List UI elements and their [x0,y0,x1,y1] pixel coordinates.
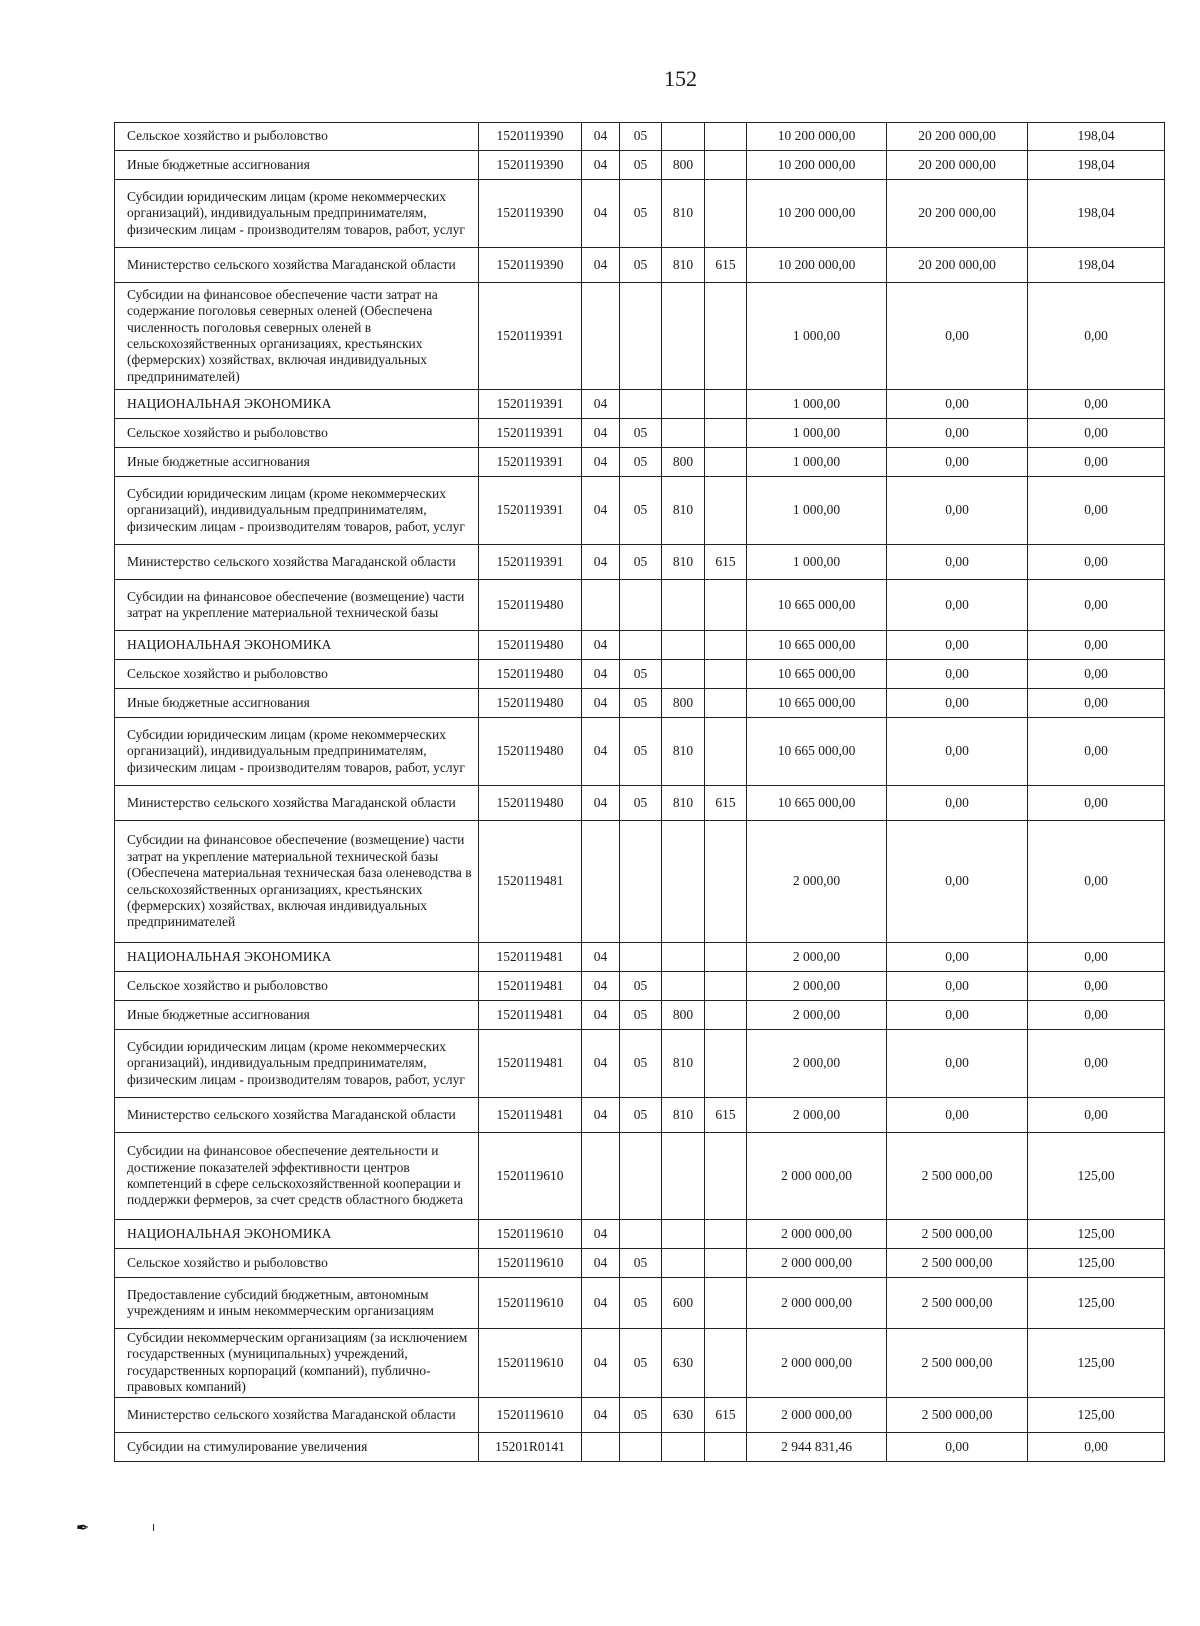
budget-table [114,122,1165,1462]
row-ministry-code [705,660,747,689]
row-subsection [620,1133,662,1220]
row-value-1: 2 000 000,00 [747,1133,887,1220]
row-subsection: 05 [620,1329,662,1398]
row-expense-type [662,1249,705,1278]
table-row [115,1001,1165,1030]
row-ministry-code: 615 [705,248,747,283]
row-code: 1520119391 [479,390,582,419]
row-value-2: 0,00 [887,821,1028,943]
row-section: 04 [582,1397,620,1432]
row-section [582,580,620,631]
table-row [115,1329,1165,1398]
row-expense-type: 630 [662,1397,705,1432]
row-value-2: 2 500 000,00 [887,1329,1028,1398]
row-value-1: 1 000,00 [747,390,887,419]
row-subsection: 05 [620,123,662,151]
row-section: 04 [582,1278,620,1329]
table-row [115,580,1165,631]
row-code: 1520119480 [479,660,582,689]
row-value-2: 20 200 000,00 [887,180,1028,248]
row-percent: 0,00 [1028,1432,1165,1461]
row-section: 04 [582,718,620,786]
row-name: НАЦИОНАЛЬНАЯ ЭКОНОМИКА [115,390,479,419]
row-value-2: 0,00 [887,390,1028,419]
row-name: Сельское хозяйство и рыболовство [115,972,479,1001]
row-code: 1520119390 [479,180,582,248]
row-code: 1520119480 [479,718,582,786]
row-ministry-code [705,283,747,390]
row-ministry-code [705,821,747,943]
row-ministry-code [705,1329,747,1398]
row-name: Иные бюджетные ассигнования [115,689,479,718]
row-name: Министерство сельского хозяйства Магаданской области [115,786,479,821]
row-value-1: 10 200 000,00 [747,151,887,180]
row-expense-type [662,1220,705,1249]
row-name: Сельское хозяйство и рыболовство [115,123,479,151]
row-expense-type [662,943,705,972]
row-subsection: 05 [620,972,662,1001]
row-percent: 0,00 [1028,631,1165,660]
row-value-1: 1 000,00 [747,545,887,580]
row-percent: 0,00 [1028,477,1165,545]
row-subsection: 05 [620,1030,662,1098]
row-expense-type: 800 [662,689,705,718]
row-section: 04 [582,545,620,580]
row-expense-type: 800 [662,151,705,180]
row-value-1: 10 665 000,00 [747,631,887,660]
row-code: 1520119610 [479,1220,582,1249]
row-percent: 0,00 [1028,786,1165,821]
row-code: 1520119391 [479,419,582,448]
row-ministry-code: 615 [705,1397,747,1432]
row-name: Субсидии на финансовое обеспечение (возмещение) части затрат на укрепление материальной технической базы [115,580,479,631]
table-row [115,1397,1165,1432]
row-name: Сельское хозяйство и рыболовство [115,419,479,448]
row-code: 1520119391 [479,545,582,580]
row-percent: 0,00 [1028,1001,1165,1030]
row-expense-type: 800 [662,1001,705,1030]
row-section: 04 [582,1249,620,1278]
row-ministry-code [705,1432,747,1461]
row-subsection: 05 [620,1278,662,1329]
row-percent: 0,00 [1028,1098,1165,1133]
row-ministry-code [705,1249,747,1278]
row-value-2: 20 200 000,00 [887,151,1028,180]
row-section: 04 [582,1220,620,1249]
row-code: 1520119390 [479,123,582,151]
row-expense-type: 810 [662,180,705,248]
row-value-1: 2 000 000,00 [747,1329,887,1398]
row-value-2: 0,00 [887,972,1028,1001]
table-row [115,660,1165,689]
row-code: 1520119390 [479,151,582,180]
row-expense-type: 630 [662,1329,705,1398]
table-row [115,419,1165,448]
row-code: 1520119481 [479,943,582,972]
row-percent: 0,00 [1028,821,1165,943]
row-expense-type: 810 [662,248,705,283]
row-section: 04 [582,1098,620,1133]
row-section: 04 [582,248,620,283]
row-subsection [620,1432,662,1461]
row-code: 1520119610 [479,1249,582,1278]
row-section: 04 [582,448,620,477]
row-section: 04 [582,1001,620,1030]
table-row [115,180,1165,248]
row-ministry-code [705,1030,747,1098]
row-value-1: 2 000,00 [747,1098,887,1133]
row-name: Субсидии юридическим лицам (кроме некоммерческих организаций), индивидуальным предпринимателям, физическим лицам - производителям товаров, работ, услуг [115,180,479,248]
row-value-2: 0,00 [887,448,1028,477]
row-section [582,821,620,943]
row-value-2: 0,00 [887,660,1028,689]
row-code: 1520119481 [479,1098,582,1133]
row-subsection: 05 [620,477,662,545]
row-subsection: 05 [620,1001,662,1030]
row-code: 1520119480 [479,580,582,631]
row-ministry-code [705,180,747,248]
table-row [115,943,1165,972]
row-name: Субсидии некоммерческим организациям (за исключением государственных (муниципальных) учреждений, государственных корпораций (компаний), публично-правовых компаний) [115,1329,479,1398]
table-row [115,448,1165,477]
row-value-2: 2 500 000,00 [887,1249,1028,1278]
row-percent: 198,04 [1028,180,1165,248]
table-row [115,821,1165,943]
row-code: 1520119481 [479,972,582,1001]
row-subsection: 05 [620,1249,662,1278]
row-subsection: 05 [620,660,662,689]
row-section: 04 [582,972,620,1001]
row-subsection: 05 [620,1397,662,1432]
row-value-1: 2 944 831,46 [747,1432,887,1461]
row-subsection [620,580,662,631]
scan-artifact-small: ╵ [150,1524,158,1538]
row-value-2: 0,00 [887,1030,1028,1098]
row-value-2: 0,00 [887,477,1028,545]
row-percent: 0,00 [1028,545,1165,580]
row-ministry-code [705,419,747,448]
row-value-1: 10 200 000,00 [747,123,887,151]
row-value-2: 0,00 [887,943,1028,972]
row-percent: 0,00 [1028,972,1165,1001]
row-ministry-code [705,1220,747,1249]
row-percent: 125,00 [1028,1278,1165,1329]
row-name: Министерство сельского хозяйства Магаданской области [115,248,479,283]
table-row [115,1133,1165,1220]
row-name: Предоставление субсидий бюджетным, автономным учреждениям и иным некоммерческим организациям [115,1278,479,1329]
table-row [115,248,1165,283]
row-expense-type [662,1133,705,1220]
row-subsection: 05 [620,786,662,821]
row-expense-type: 810 [662,545,705,580]
row-code: 1520119481 [479,1030,582,1098]
row-value-1: 10 665 000,00 [747,718,887,786]
row-name: НАЦИОНАЛЬНАЯ ЭКОНОМИКА [115,1220,479,1249]
row-code: 1520119480 [479,631,582,660]
row-section: 04 [582,1329,620,1398]
row-code: 1520119480 [479,689,582,718]
row-subsection: 05 [620,689,662,718]
row-name: Субсидии на стимулирование увеличения [115,1432,479,1461]
row-percent: 0,00 [1028,718,1165,786]
row-name: Субсидии на финансовое обеспечение деятельности и достижение показателей эффективности центров компетенций в сфере сельскохозяйственной кооперации и поддержки фермеров, за счет средств областного бюджета [115,1133,479,1220]
row-name: Субсидии юридическим лицам (кроме некоммерческих организаций), индивидуальным предпринимателям, физическим лицам - производителям товаров, работ, услуг [115,477,479,545]
page-number: 152 [664,66,697,91]
row-expense-type [662,390,705,419]
row-percent: 125,00 [1028,1133,1165,1220]
row-section: 04 [582,180,620,248]
row-value-2: 2 500 000,00 [887,1220,1028,1249]
row-expense-type [662,283,705,390]
row-name: НАЦИОНАЛЬНАЯ ЭКОНОМИКА [115,943,479,972]
row-expense-type [662,821,705,943]
row-code: 15201R0141 [479,1432,582,1461]
row-expense-type: 800 [662,448,705,477]
row-percent: 0,00 [1028,283,1165,390]
row-value-1: 1 000,00 [747,448,887,477]
row-ministry-code [705,477,747,545]
row-subsection: 05 [620,248,662,283]
row-subsection [620,283,662,390]
row-percent: 0,00 [1028,448,1165,477]
row-name: Министерство сельского хозяйства Магаданской области [115,545,479,580]
row-name: Субсидии на финансовое обеспечение (возмещение) части затрат на укрепление материальной технической базы (Обеспечена материальная техническая база оленеводства в сельскохозяйственных организациях, крестьянских (фермерских) хозяйствах, включая индивидуальных предпринимателей [115,821,479,943]
row-code: 1520119481 [479,1001,582,1030]
row-subsection [620,1220,662,1249]
row-subsection: 05 [620,419,662,448]
row-value-1: 2 000 000,00 [747,1278,887,1329]
row-value-1: 2 000,00 [747,943,887,972]
row-subsection [620,390,662,419]
row-expense-type: 810 [662,786,705,821]
row-name: Субсидии юридическим лицам (кроме некоммерческих организаций), индивидуальным предпринимателям, физическим лицам - производителям товаров, работ, услуг [115,718,479,786]
row-value-1: 2 000,00 [747,821,887,943]
row-expense-type [662,660,705,689]
row-ministry-code [705,1278,747,1329]
row-value-2: 0,00 [887,419,1028,448]
row-value-1: 1 000,00 [747,283,887,390]
row-value-2: 0,00 [887,545,1028,580]
table-row [115,151,1165,180]
table-row [115,786,1165,821]
row-section: 04 [582,419,620,448]
row-value-2: 0,00 [887,1432,1028,1461]
row-expense-type: 810 [662,1030,705,1098]
row-value-2: 0,00 [887,283,1028,390]
row-section [582,1133,620,1220]
row-section: 04 [582,689,620,718]
table-row [115,1249,1165,1278]
row-value-1: 2 000 000,00 [747,1220,887,1249]
row-expense-type [662,580,705,631]
row-expense-type [662,631,705,660]
row-ministry-code [705,1133,747,1220]
row-percent: 0,00 [1028,580,1165,631]
row-subsection: 05 [620,448,662,477]
row-code: 1520119610 [479,1329,582,1398]
table-row [115,390,1165,419]
row-ministry-code [705,943,747,972]
row-expense-type [662,972,705,1001]
row-name: Иные бюджетные ассигнования [115,1001,479,1030]
row-section: 04 [582,477,620,545]
row-subsection [620,943,662,972]
row-section: 04 [582,390,620,419]
row-value-1: 10 665 000,00 [747,786,887,821]
row-percent: 0,00 [1028,390,1165,419]
table-row [115,718,1165,786]
row-value-2: 20 200 000,00 [887,248,1028,283]
row-value-1: 10 200 000,00 [747,180,887,248]
row-ministry-code: 615 [705,1098,747,1133]
row-percent: 198,04 [1028,248,1165,283]
row-subsection: 05 [620,151,662,180]
row-name: Министерство сельского хозяйства Магаданской области [115,1397,479,1432]
row-subsection: 05 [620,718,662,786]
row-section: 04 [582,786,620,821]
row-value-1: 10 200 000,00 [747,248,887,283]
row-subsection: 05 [620,545,662,580]
row-code: 1520119391 [479,283,582,390]
row-value-1: 1 000,00 [747,477,887,545]
row-name: Иные бюджетные ассигнования [115,151,479,180]
row-ministry-code: 615 [705,545,747,580]
table-row [115,631,1165,660]
row-subsection: 05 [620,180,662,248]
row-percent: 0,00 [1028,660,1165,689]
table-row [115,1432,1165,1461]
row-value-2: 2 500 000,00 [887,1397,1028,1432]
table-row [115,972,1165,1001]
row-name: НАЦИОНАЛЬНАЯ ЭКОНОМИКА [115,631,479,660]
table-row [115,1220,1165,1249]
row-value-2: 0,00 [887,1001,1028,1030]
row-subsection [620,821,662,943]
row-name: Сельское хозяйство и рыболовство [115,660,479,689]
row-ministry-code [705,631,747,660]
row-expense-type: 810 [662,1098,705,1133]
row-section [582,1432,620,1461]
row-ministry-code [705,718,747,786]
row-ministry-code [705,1001,747,1030]
row-value-2: 0,00 [887,718,1028,786]
row-value-2: 0,00 [887,1098,1028,1133]
row-code: 1520119610 [479,1278,582,1329]
row-percent: 125,00 [1028,1329,1165,1398]
row-expense-type [662,1432,705,1461]
row-section: 04 [582,660,620,689]
table-row [115,283,1165,390]
row-value-1: 2 000 000,00 [747,1397,887,1432]
row-name: Министерство сельского хозяйства Магаданской области [115,1098,479,1133]
row-percent: 198,04 [1028,151,1165,180]
row-expense-type: 810 [662,718,705,786]
table-row [115,477,1165,545]
row-value-2: 0,00 [887,689,1028,718]
row-subsection [620,631,662,660]
row-percent: 0,00 [1028,689,1165,718]
row-value-2: 0,00 [887,580,1028,631]
row-ministry-code [705,390,747,419]
table-row [115,689,1165,718]
row-percent: 125,00 [1028,1397,1165,1432]
row-value-1: 10 665 000,00 [747,660,887,689]
row-name: Иные бюджетные ассигнования [115,448,479,477]
row-ministry-code [705,123,747,151]
row-code: 1520119391 [479,448,582,477]
row-value-2: 2 500 000,00 [887,1278,1028,1329]
row-ministry-code [705,972,747,1001]
row-section: 04 [582,123,620,151]
row-value-1: 2 000,00 [747,1001,887,1030]
row-value-1: 2 000,00 [747,972,887,1001]
row-name: Субсидии на финансовое обеспечение части затрат на содержание поголовья северных оленей (Обеспечена численность поголовья северных оленей в сельскохозяйственных организациях, крестьянских (фермерских) хозяйствах, включая индивидуальных предпринимателей) [115,283,479,390]
row-value-1: 2 000,00 [747,1030,887,1098]
row-name: Субсидии юридическим лицам (кроме некоммерческих организаций), индивидуальным предпринимателям, физическим лицам - производителям товаров, работ, услуг [115,1030,479,1098]
row-percent: 0,00 [1028,1030,1165,1098]
row-code: 1520119480 [479,786,582,821]
row-value-1: 10 665 000,00 [747,689,887,718]
row-value-2: 0,00 [887,631,1028,660]
row-ministry-code [705,689,747,718]
row-percent: 0,00 [1028,419,1165,448]
row-expense-type: 600 [662,1278,705,1329]
row-percent: 0,00 [1028,943,1165,972]
row-name: Сельское хозяйство и рыболовство [115,1249,479,1278]
row-section: 04 [582,151,620,180]
row-code: 1520119390 [479,248,582,283]
row-ministry-code [705,580,747,631]
row-value-1: 10 665 000,00 [747,580,887,631]
row-subsection: 05 [620,1098,662,1133]
row-value-1: 1 000,00 [747,419,887,448]
table-row [115,123,1165,151]
table-row [115,1098,1165,1133]
table-row [115,1278,1165,1329]
row-expense-type: 810 [662,477,705,545]
scan-artifact: ✒ [76,1520,90,1537]
row-value-1: 2 000 000,00 [747,1249,887,1278]
row-expense-type [662,419,705,448]
table-body [115,123,1165,1462]
row-percent: 198,04 [1028,123,1165,151]
row-value-2: 0,00 [887,786,1028,821]
row-ministry-code: 615 [705,786,747,821]
row-code: 1520119610 [479,1133,582,1220]
table-row [115,1030,1165,1098]
row-ministry-code [705,151,747,180]
row-code: 1520119610 [479,1397,582,1432]
row-percent: 125,00 [1028,1249,1165,1278]
row-code: 1520119481 [479,821,582,943]
row-percent: 125,00 [1028,1220,1165,1249]
row-section: 04 [582,1030,620,1098]
row-section: 04 [582,943,620,972]
row-code: 1520119391 [479,477,582,545]
row-expense-type [662,123,705,151]
row-value-2: 2 500 000,00 [887,1133,1028,1220]
row-value-2: 20 200 000,00 [887,123,1028,151]
table-row [115,545,1165,580]
row-section [582,283,620,390]
row-section: 04 [582,631,620,660]
row-ministry-code [705,448,747,477]
